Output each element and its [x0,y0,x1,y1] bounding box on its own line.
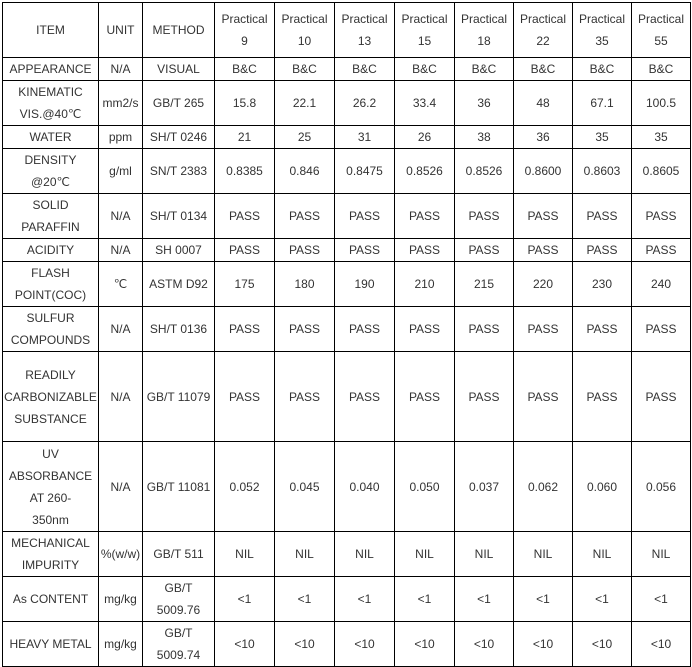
header-grade-num: 15 [417,34,432,48]
item-cell [3,262,99,307]
value-cell: PASS [275,194,335,239]
method-cell: SH 0007 [143,239,215,262]
value-cell: PASS [573,194,632,239]
value-cell: PASS [215,194,275,239]
value-cell: B&C [632,58,691,81]
item-cell-line: IMPURITY [21,558,80,572]
header-item: ITEM [3,3,99,58]
item-cell: As CONTENT [3,577,99,622]
value-cell: 0.8526 [395,149,455,194]
method-cell-line: GB/T [164,626,193,640]
value-cell: PASS [275,239,335,262]
item-cell: DENSITY @20℃ [3,149,99,194]
unit-cell: mm2/s [99,81,143,126]
value-cell: NIL [335,532,395,577]
header-grade-num: 55 [654,34,668,48]
value-cell: NIL [455,532,514,577]
table-row [3,352,691,442]
item-cell-line: MECHANICAL [11,536,90,550]
item-cell [3,532,99,577]
value-cell: PASS [573,239,632,262]
value-cell: 210 [395,262,455,307]
value-cell: 38 [455,126,514,149]
value-cell: 0.056 [632,442,691,532]
item-cell [3,194,99,239]
value-cell: PASS [514,194,573,239]
value-cell: NIL [573,532,632,577]
value-cell: 0.045 [275,442,335,532]
value-cell: NIL [215,532,275,577]
value-cell: NIL [514,532,573,577]
value-cell: 26.2 [335,81,395,126]
method-cell [143,577,215,622]
table-row [3,622,691,667]
header-grade-num: 22 [536,34,550,48]
item-cell: ACIDITY [3,239,99,262]
item-cell-line: CARBONIZABLE [4,389,97,404]
value-cell: 0.8475 [335,149,395,194]
value-cell: <10 [395,622,455,667]
unit-cell: N/A [99,194,143,239]
header-grade-label: Practical [221,12,268,26]
value-cell: PASS [514,239,573,262]
table-row [3,532,691,577]
value-cell: 35 [632,126,691,149]
header-method: METHOD [143,3,215,58]
item-cell-line: SOLID [32,198,69,212]
value-cell: PASS [632,352,691,442]
header-unit: UNIT [99,3,143,58]
value-cell: PASS [335,194,395,239]
item-cell: HEAVY METAL [3,622,99,667]
value-cell: 15.8 [215,81,275,126]
item-cell: APPEARANCE [3,58,99,81]
value-cell: B&C [514,58,573,81]
value-cell: PASS [455,239,514,262]
header-grade-label: Practical [637,12,684,26]
value-cell: PASS [514,307,573,352]
value-cell: <1 [514,577,573,622]
method-cell: ASTM D92 [143,262,215,307]
method-cell [143,622,215,667]
value-cell: PASS [395,352,455,442]
value-cell: PASS [215,352,275,442]
table-row [3,442,691,532]
item-cell-line: READILY [25,367,76,382]
unit-cell: mg/kg [99,622,143,667]
table-row [3,239,691,262]
value-cell: 0.8385 [215,149,275,194]
item-cell: WATER [3,126,99,149]
item-cell-line: UV [42,446,59,461]
value-cell: 36 [514,126,573,149]
value-cell: PASS [335,307,395,352]
value-cell: PASS [573,307,632,352]
value-cell: 220 [514,262,573,307]
table-row [3,194,691,239]
unit-cell: N/A [99,58,143,81]
item-cell-line: COMPOUNDS [10,333,91,347]
value-cell: <10 [455,622,514,667]
value-cell: B&C [573,58,632,81]
value-cell: <1 [275,577,335,622]
value-cell: 36 [455,81,514,126]
value-cell: PASS [395,239,455,262]
unit-cell: N/A [99,442,143,532]
item-cell-line: SUBSTANCE [14,411,87,426]
header-grade-num: 35 [595,34,609,48]
value-cell: <1 [395,577,455,622]
value-cell: PASS [275,352,335,442]
method-cell: GB/T 511 [143,532,215,577]
value-cell: 67.1 [573,81,632,126]
item-cell [3,307,99,352]
header-grade [514,3,573,58]
value-cell: <10 [215,622,275,667]
header-grade-label: Practical [460,12,507,26]
unit-cell: mg/kg [99,577,143,622]
value-cell: PASS [275,307,335,352]
value-cell: NIL [275,532,335,577]
item-cell-line: 350nm [32,512,69,527]
method-cell: SH/T 0134 [143,194,215,239]
table-row [3,307,691,352]
header-grade-num: 13 [357,34,372,48]
value-cell: PASS [455,307,514,352]
value-cell: 25 [275,126,335,149]
header-grade [335,3,395,58]
value-cell: PASS [514,352,573,442]
header-grade [632,3,691,58]
value-cell: PASS [455,352,514,442]
header-grade [215,3,275,58]
value-cell: 100.5 [632,81,691,126]
value-cell: 48 [514,81,573,126]
value-cell: 0.050 [395,442,455,532]
value-cell: PASS [632,194,691,239]
value-cell: B&C [215,58,275,81]
table-body [3,3,691,667]
specification-table [2,2,691,667]
value-cell: NIL [632,532,691,577]
header-row [3,3,691,58]
method-cell: SH/T 0136 [143,307,215,352]
table-row [3,126,691,149]
item-cell-line: FLASH [31,266,70,280]
item-cell [3,81,99,126]
value-cell: 175 [215,262,275,307]
method-cell: SN/T 2383 [143,149,215,194]
value-cell: PASS [335,239,395,262]
value-cell: 31 [335,126,395,149]
method-cell-line: 5009.76 [156,603,201,617]
value-cell: PASS [215,239,275,262]
item-cell-line: KINEMATIC [18,85,83,99]
header-grade-num: 9 [241,34,248,48]
item-cell-line: AT 260- [29,490,72,505]
unit-cell: N/A [99,352,143,442]
method-cell-line: GB/T [164,581,193,595]
value-cell: <10 [573,622,632,667]
header-grade [573,3,632,58]
item-cell-line: ABSORBANCE [8,468,93,483]
item-cell-line: SULFUR [26,311,75,325]
value-cell: 0.062 [514,442,573,532]
value-cell: PASS [632,307,691,352]
value-cell: 0.8526 [455,149,514,194]
method-cell: GB/T 11079 [143,352,215,442]
item-cell [3,442,99,532]
header-grade-label: Practical [578,12,625,26]
value-cell: 21 [215,126,275,149]
table-row [3,577,691,622]
value-cell: 215 [455,262,514,307]
item-cell-line: PARAFFIN [21,220,80,234]
value-cell: PASS [455,194,514,239]
table-row [3,149,691,194]
value-cell: B&C [275,58,335,81]
value-cell: 0.037 [455,442,514,532]
method-cell: GB/T 11081 [143,442,215,532]
value-cell: 0.040 [335,442,395,532]
unit-cell: %(w/w) [99,532,143,577]
value-cell: <10 [335,622,395,667]
method-cell-line: 5009.74 [156,648,201,662]
value-cell: NIL [395,532,455,577]
value-cell: 0.846 [275,149,335,194]
item-cell-line: POINT(COC) [14,288,87,302]
item-cell-line: VIS.@40℃ [19,107,82,121]
table-row [3,262,691,307]
value-cell: 26 [395,126,455,149]
value-cell: 35 [573,126,632,149]
value-cell: 180 [275,262,335,307]
unit-cell: ppm [99,126,143,149]
header-grade-label: Practical [519,12,566,26]
value-cell: 33.4 [395,81,455,126]
value-cell: <10 [275,622,335,667]
header-grade-num: 10 [297,34,312,48]
value-cell: 190 [335,262,395,307]
value-cell: <10 [632,622,691,667]
unit-cell: ℃ [99,262,143,307]
value-cell: 240 [632,262,691,307]
value-cell: <1 [573,577,632,622]
header-grade-label: Practical [341,12,388,26]
value-cell: 0.8603 [573,149,632,194]
value-cell: B&C [395,58,455,81]
unit-cell: N/A [99,307,143,352]
header-grade [455,3,514,58]
value-cell: PASS [573,352,632,442]
value-cell: 0.060 [573,442,632,532]
method-cell: VISUAL [143,58,215,81]
table-row [3,58,691,81]
value-cell: 0.052 [215,442,275,532]
value-cell: B&C [335,58,395,81]
header-grade-label: Practical [281,12,328,26]
value-cell: PASS [395,194,455,239]
value-cell: PASS [395,307,455,352]
header-grade [395,3,455,58]
unit-cell: N/A [99,239,143,262]
value-cell: PASS [632,239,691,262]
table-row [3,81,691,126]
value-cell: PASS [215,307,275,352]
value-cell: 230 [573,262,632,307]
value-cell: PASS [335,352,395,442]
method-cell: GB/T 265 [143,81,215,126]
value-cell: 0.8600 [514,149,573,194]
value-cell: B&C [455,58,514,81]
value-cell: 0.8605 [632,149,691,194]
value-cell: 22.1 [275,81,335,126]
header-grade-label: Practical [401,12,448,26]
item-cell [3,352,99,442]
value-cell: <1 [455,577,514,622]
value-cell: <1 [215,577,275,622]
header-grade [275,3,335,58]
method-cell: SH/T 0246 [143,126,215,149]
header-grade-num: 18 [477,34,491,48]
value-cell: <1 [335,577,395,622]
unit-cell: g/ml [99,149,143,194]
value-cell: <1 [632,577,691,622]
value-cell: <10 [514,622,573,667]
